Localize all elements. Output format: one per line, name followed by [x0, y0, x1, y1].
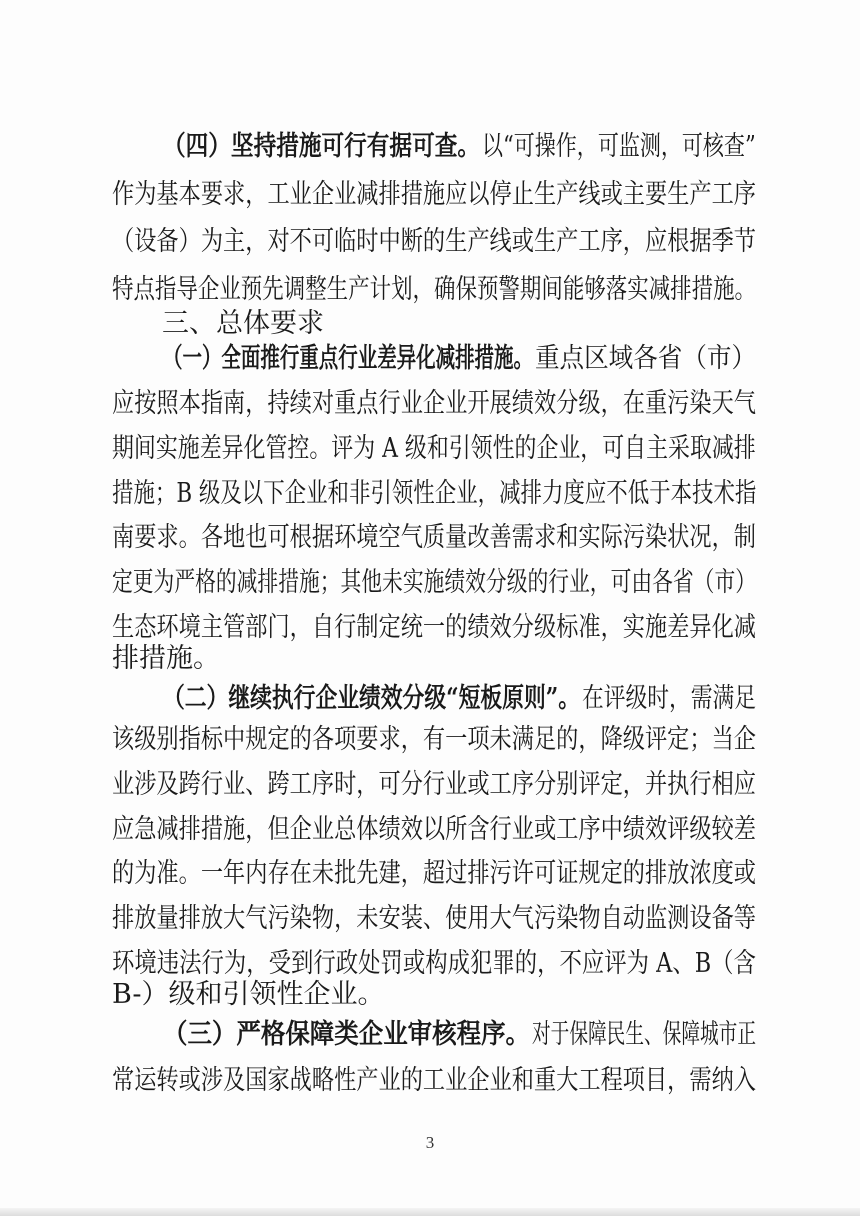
text-line — [0, 679, 860, 719]
text-line — [0, 222, 860, 262]
text-line — [0, 1015, 860, 1055]
text-line — [0, 474, 860, 514]
paragraph-text: 应急减排措施，但企业总体绩效以所含行业或工序中绩效评级较差 — [112, 814, 757, 845]
text-line — [0, 339, 860, 379]
text-line — [0, 854, 860, 894]
paragraph-heading: （四）坚持措施可行有据可查。 — [163, 131, 480, 162]
paragraph-heading: （二）继续执行企业绩效分级“短板原则”。 — [163, 683, 581, 714]
paragraph-text: 环境违法行为，受到行政处罚或构成犯罪的，不应评为 A、B（含 — [112, 948, 756, 979]
paragraph-text: 该级别指标中规定的各项要求，有一项未满足的，降级评定；当企 — [112, 724, 757, 755]
text-line — [0, 899, 860, 939]
paragraph-text: 以“可操作，可监测，可核查” — [482, 131, 756, 162]
paragraph-text: 的为准。一年内存在未批先建，超过排污许可证规定的排放浓度或 — [112, 858, 757, 889]
paragraph-text: 南要求。各地也可根据环境空气质量改善需求和实际污染状况，制 — [112, 522, 757, 553]
text-line — [0, 765, 860, 805]
paragraph-text: 措施；B 级及以下企业和非引领性企业，减排力度应不低于本技术指 — [112, 478, 757, 509]
paragraph-text: （设备）为主，对不可临时中断的生产线或生产工序，应根据季节 — [112, 226, 757, 257]
paragraph-heading: （三）严格保障类企业审核程序。 — [163, 1019, 531, 1050]
paragraph-text: 作为基本要求，工业企业减排措施应以停止生产线或主要生产工序 — [112, 179, 757, 210]
paragraph-text: 业涉及跨行业、跨工序时，可分行业或工序分别评定，并执行相应 — [112, 769, 757, 800]
text-line — [0, 720, 860, 760]
paragraph-text: B-）级和引领性企业。 — [112, 979, 385, 1010]
text-line — [0, 384, 860, 424]
paragraph-text: 重点区域各省（市） — [535, 343, 757, 374]
text-line — [0, 429, 860, 469]
section-heading: 三、总体要求 — [162, 308, 324, 339]
paragraph-text: 在评级时，需满足 — [582, 683, 757, 714]
text-line — [0, 518, 860, 558]
text-line — [0, 639, 860, 679]
text-line — [0, 563, 860, 603]
text-line — [0, 975, 860, 1015]
text-line — [0, 1061, 860, 1101]
text-line — [0, 175, 860, 215]
paragraph-text: 特点指导企业预先调整生产计划，确保预警期间能够落实减排措施。 — [112, 274, 757, 305]
paragraph-text: 应按照本指南，持续对重点行业企业开展绩效分级，在重污染天气 — [112, 388, 757, 419]
paragraph-text: 排措施。 — [112, 643, 220, 674]
paragraph-text: 排放量排放大气污染物，未安装、使用大气污染物自动监测设备等 — [112, 903, 757, 934]
text-line — [0, 810, 860, 850]
text-line — [0, 304, 860, 344]
paragraph-text: 期间实施差异化管控。评为 A 级和引领性的企业，可自主采取减排 — [112, 433, 756, 464]
scan-edge — [0, 1208, 860, 1216]
paragraph-text: 定更为严格的减排措施；其他未实施绩效分级的行业，可由各省（市） — [112, 567, 756, 598]
page-number: 3 — [425, 1133, 435, 1152]
paragraph-heading: （一）全面推行重点行业差异化减排措施。 — [163, 343, 533, 374]
text-line — [0, 127, 860, 167]
paragraph-text: 常运转或涉及国家战略性产业的工业企业和重大工程项目，需纳入 — [112, 1065, 757, 1096]
paragraph-text: 对于保障民生、保障城市正 — [532, 1019, 757, 1050]
paragraph-text: 生态环境主管部门，自行制定统一的绩效分级标准，实施差异化减 — [112, 612, 757, 643]
